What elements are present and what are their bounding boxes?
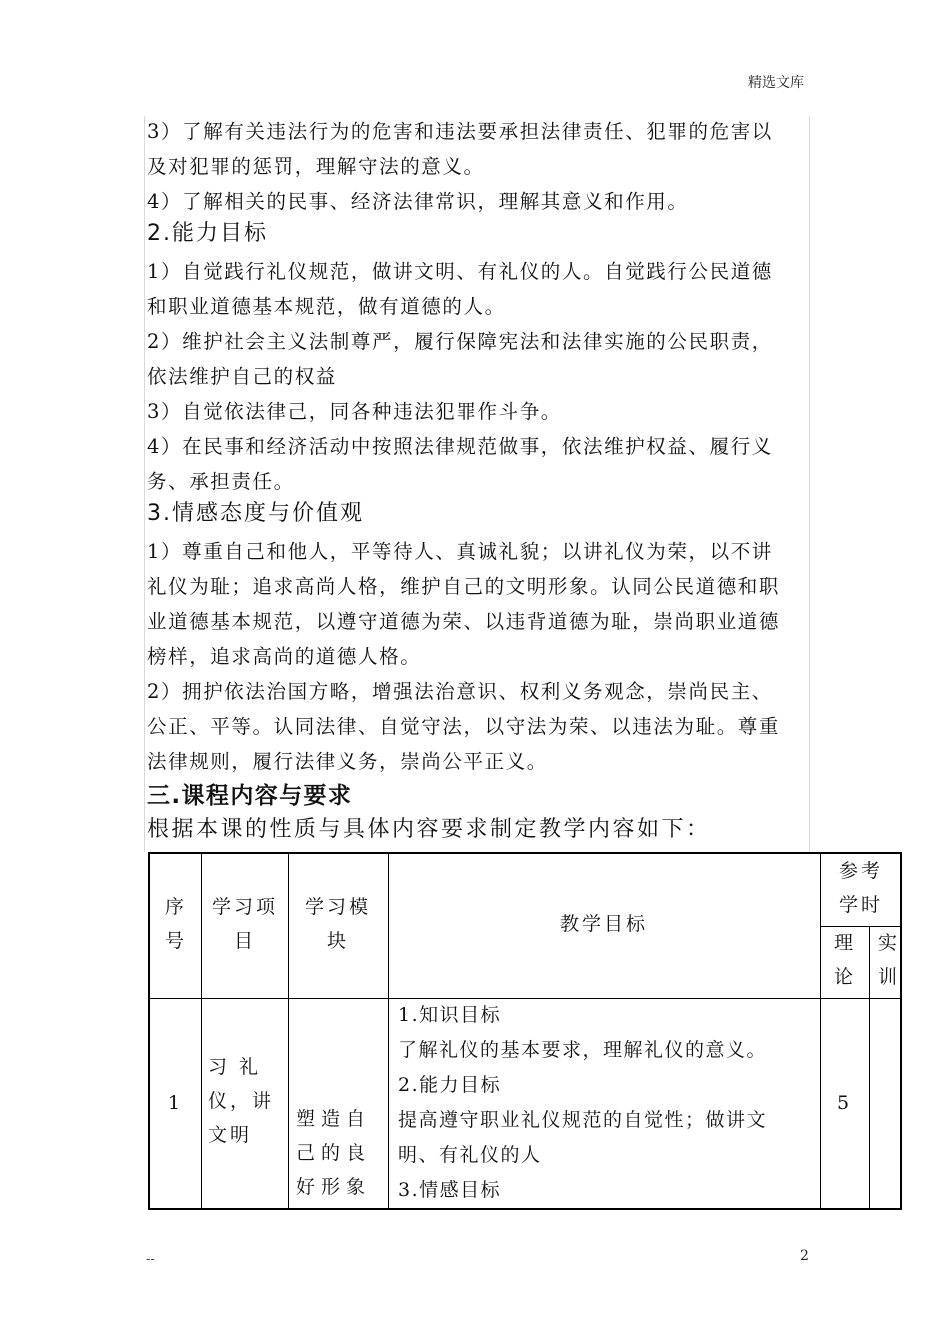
body-line: 3）自觉依法律己，同各种违法犯罪作斗争。	[147, 400, 562, 423]
section-heading: 2.能力目标	[147, 221, 268, 246]
body-line: 依法维护自己的权益	[147, 365, 337, 388]
body-line: 3）了解有关违法行为的危害和违法要承担法律责任、犯罪的危害以	[147, 120, 773, 143]
body-line: 务、承担责任。	[147, 470, 295, 493]
table-row-project: 习 礼 仪，讲 文明	[208, 1056, 275, 1146]
goal-line: 提高遵守职业礼仪规范的自觉性；做讲文	[398, 1109, 768, 1131]
goal-line: 1.知识目标	[398, 1004, 502, 1026]
header-project: 学习项目	[212, 896, 279, 952]
goal-line: 2.能力目标	[398, 1074, 502, 1096]
body-line: 及对犯罪的惩罚，理解守法的意义。	[147, 155, 485, 178]
page-number: 2	[800, 1248, 809, 1264]
header-theory: 理论	[833, 932, 856, 988]
body-line: 2）拥护依法治国方略，增强法治意识、权利义务观念，崇尚民主、	[147, 680, 773, 703]
table-row-theory: 5	[836, 1092, 853, 1114]
body-line: 公正、平等。认同法律、自觉守法，以守法为荣、以违法为耻。尊重	[147, 715, 781, 738]
header-label: 精选文库	[748, 75, 804, 91]
body-line: 法律规则，履行法律义务，崇尚公平正义。	[147, 750, 548, 773]
body-line: 2）维护社会主义法制尊严，履行保障宪法和法律实施的公民职责，	[147, 330, 773, 353]
goal-line: 明、有礼仪的人	[398, 1144, 542, 1166]
course-content-table	[148, 852, 902, 1210]
table-row-seq: 1	[167, 1092, 184, 1114]
body-line: 4）在民事和经济活动中按照法律规范做事，依法维护权益、履行义	[147, 435, 773, 458]
goal-line: 3.情感目标	[398, 1179, 502, 1201]
section-heading: 3.情感态度与价值观	[147, 501, 364, 526]
body-line: 榜样，追求高尚的道德人格。	[147, 645, 422, 668]
chapter-heading: 三.课程内容与要求	[147, 783, 353, 809]
intro-line: 根据本课的性质与具体内容要求制定教学内容如下：	[147, 817, 711, 842]
goal-line: 了解礼仪的基本要求，理解礼仪的意义。	[398, 1039, 768, 1061]
header-practice: 实训	[877, 932, 900, 988]
header-goal: 教学目标	[559, 913, 648, 935]
header-module: 学习模块	[304, 896, 371, 952]
document-body	[144, 116, 810, 852]
header-hours: 参考学时	[838, 860, 883, 916]
table-row-module: 塑造自己的良好形象	[296, 1108, 372, 1198]
body-line: 1）自觉践行礼仪规范，做讲文明、有礼仪的人。自觉践行公民道德	[147, 260, 773, 283]
header-seq: 序号	[164, 896, 187, 952]
body-line: 4）了解相关的民事、经济法律常识，理解其意义和作用。	[147, 190, 689, 213]
body-line: 和职业道德基本规范，做有道德的人。	[147, 295, 506, 318]
footer-marker: --	[146, 1252, 155, 1267]
body-line: 业道德基本规范，以遵守道德为荣、以违背道德为耻，崇尚职业道德	[147, 610, 781, 633]
body-line: 1）尊重自己和他人，平等待人、真诚礼貌；以讲礼仪为荣，以不讲	[147, 540, 773, 563]
body-line: 礼仪为耻；追求高尚人格，维护自己的文明形象。认同公民道德和职	[147, 575, 781, 598]
